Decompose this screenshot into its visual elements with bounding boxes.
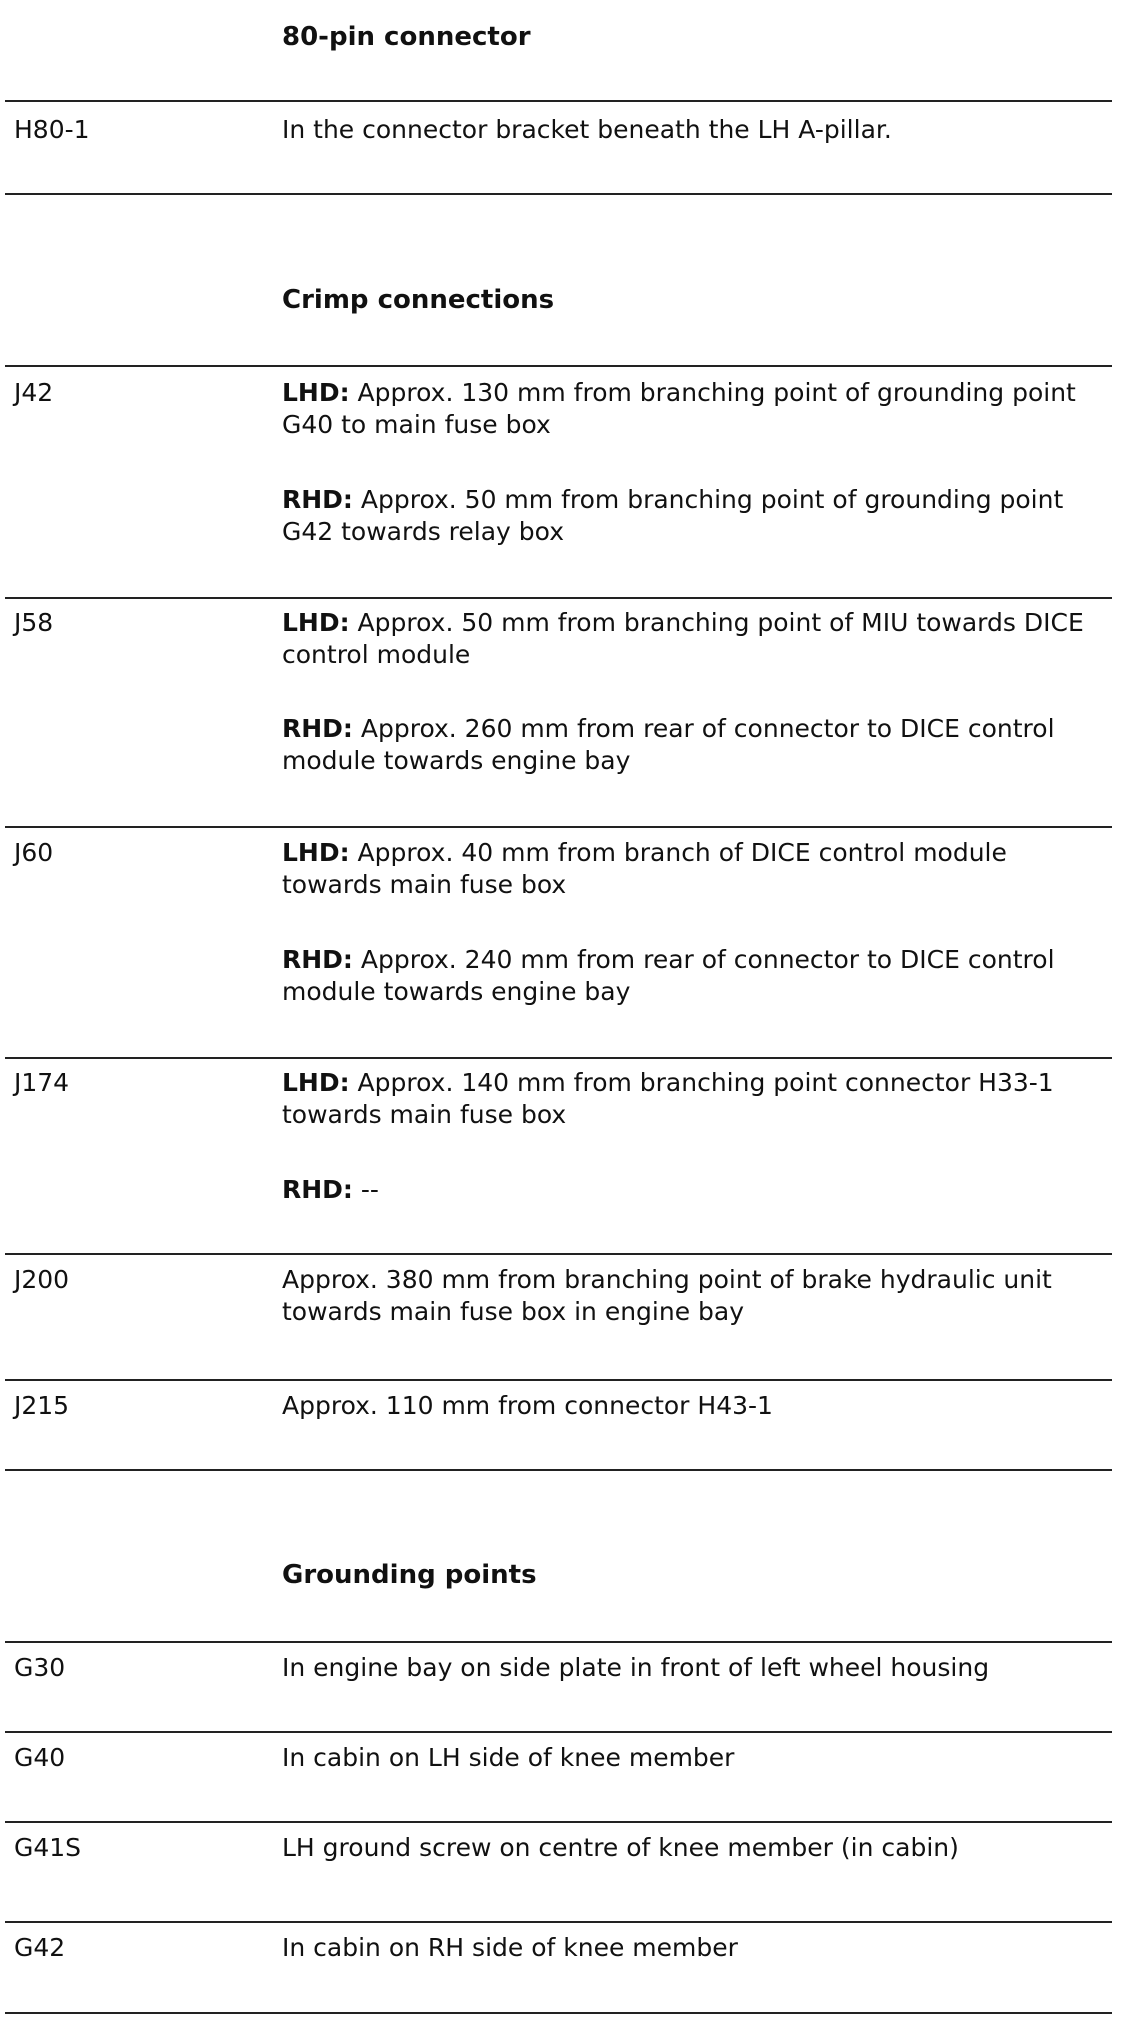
lhd-text: Approx. 140 mm from branching point connector H33-1 towards main fuse box (282, 1068, 1054, 1129)
lhd-label: LHD: (282, 838, 350, 867)
crimp-j58-lhd (282, 607, 1112, 671)
section-title-grounding-points: Grounding points (282, 1560, 537, 1590)
divider (5, 1731, 1112, 1733)
rhd-text: Approx. 260 mm from rear of connector to DICE control module towards engine bay (282, 714, 1055, 775)
lhd-label: LHD: (282, 608, 350, 637)
crimp-id-j42: J42 (14, 378, 54, 407)
ground-g40-location: In cabin on LH side of knee member (282, 1743, 735, 1772)
divider (5, 597, 1112, 599)
crimp-j215-location: Approx. 110 mm from connector H43-1 (282, 1391, 773, 1420)
ground-g30-location: In engine bay on side plate in front of left wheel housing (282, 1653, 990, 1682)
lhd-text: Approx. 40 mm from branch of DICE control module towards main fuse box (282, 838, 1007, 899)
crimp-j174-rhd (282, 1174, 1112, 1206)
rhd-label: RHD: (282, 945, 353, 974)
ground-id-g30: G30 (14, 1653, 66, 1682)
ground-id-g40: G40 (14, 1743, 66, 1772)
section-title-80-pin-connector: 80-pin connector (282, 22, 531, 52)
divider (5, 1253, 1112, 1255)
connector-id-h80-1: H80-1 (14, 115, 90, 144)
section-title-crimp-connections: Crimp connections (282, 285, 555, 315)
crimp-j174-lhd (282, 1067, 1112, 1131)
rhd-label: RHD: (282, 714, 353, 743)
crimp-j42-lhd (282, 377, 1112, 441)
crimp-j60-rhd (282, 944, 1112, 1008)
crimp-id-j215: J215 (14, 1391, 70, 1420)
rhd-text: Approx. 50 mm from branching point of grounding point G42 towards relay box (282, 485, 1064, 546)
ground-id-g42: G42 (14, 1933, 66, 1962)
crimp-j60-lhd (282, 837, 1112, 901)
crimp-j58-rhd (282, 713, 1112, 777)
divider (5, 1821, 1112, 1823)
divider (5, 1641, 1112, 1643)
divider (5, 1379, 1112, 1381)
rhd-text: -- (352, 1175, 379, 1204)
lhd-label: LHD: (282, 1068, 350, 1097)
ground-g42-location: In cabin on RH side of knee member (282, 1933, 738, 1962)
crimp-id-j200: J200 (14, 1265, 70, 1294)
crimp-j200-location: Approx. 380 mm from branching point of brake hydraulic unit towards main fuse box in engine bay (282, 1265, 1052, 1326)
lhd-text: Approx. 50 mm from branching point of MIU towards DICE control module (282, 608, 1084, 669)
crimp-id-j58: J58 (14, 608, 54, 637)
divider (5, 2012, 1112, 2014)
crimp-j42-rhd (282, 484, 1112, 548)
connector-location-h80-1: In the connector bracket beneath the LH A-pillar. (282, 115, 892, 144)
rhd-label: RHD: (282, 485, 353, 514)
lhd-label: LHD: (282, 378, 350, 407)
ground-id-g41s: G41S (14, 1833, 82, 1862)
ground-g41s-location: LH ground screw on centre of knee member (in cabin) (282, 1833, 959, 1862)
divider (5, 1469, 1112, 1471)
divider (5, 826, 1112, 828)
divider (5, 1057, 1112, 1059)
rhd-text: Approx. 240 mm from rear of connector to DICE control module towards engine bay (282, 945, 1055, 1006)
divider (5, 365, 1112, 367)
crimp-id-j60: J60 (14, 838, 54, 867)
lhd-text: Approx. 130 mm from branching point of grounding point G40 to main fuse box (282, 378, 1076, 439)
divider (5, 1921, 1112, 1923)
crimp-id-j174: J174 (14, 1068, 70, 1097)
divider (5, 193, 1112, 195)
divider (5, 100, 1112, 102)
rhd-label: RHD: (282, 1175, 353, 1204)
